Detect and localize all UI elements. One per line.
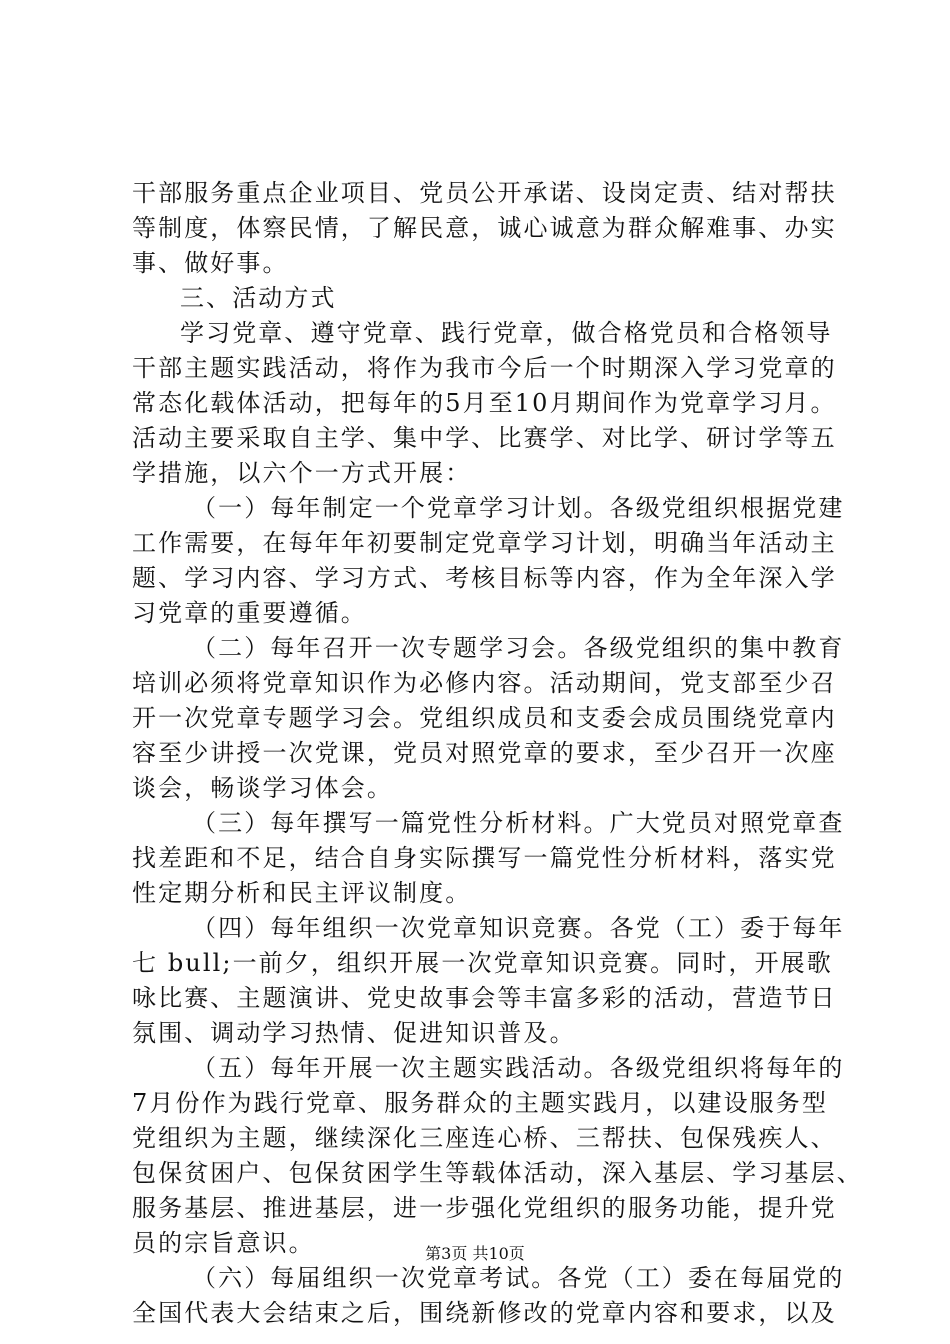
text-line: （五）每年开展一次主题实践活动。各级党组织将每年的 <box>192 1054 845 1082</box>
text-line: （四）每年组织一次党章知识竞赛。各党（工）委于每年 <box>192 914 845 942</box>
text-line: 员的宗旨意识。 <box>132 1229 315 1257</box>
text-line: 活动主要采取自主学、集中学、比赛学、对比学、研讨学等五 <box>132 424 837 452</box>
section-heading: 三、活动方式 <box>180 284 337 312</box>
text-line: 干部服务重点企业项目、党员公开承诺、设岗定责、结对帮扶 <box>132 179 837 207</box>
text-line: 培训必须将党章知识作为必修内容。活动期间，党支部至少召 <box>132 669 837 697</box>
text-line: 党组织为主题，继续深化三座连心桥、三帮扶、包保残疾人、 <box>132 1124 837 1152</box>
text-line: 学习党章、遵守党章、践行党章，做合格党员和合格领导 <box>180 319 833 347</box>
page-footer: 第3页 共10页 <box>425 1244 525 1263</box>
text-line: 学措施，以六个一方式开展： <box>132 459 472 487</box>
text-line: 等制度，体察民情，了解民意，诚心诚意为群众解难事、办实 <box>132 214 837 242</box>
text-line: 找差距和不足，结合自身实际撰写一篇党性分析材料，落实党 <box>132 844 837 872</box>
text-line: 包保贫困户、包保贫困学生等载体活动，深入基层、学习基层、 <box>132 1159 863 1187</box>
text-line: 习党章的重要遵循。 <box>132 599 367 627</box>
text-line: 谈会，畅谈学习体会。 <box>132 774 393 802</box>
text-line: 工作需要，在每年年初要制定党章学习计划，明确当年活动主 <box>132 529 837 557</box>
text-line: 题、学习内容、学习方式、考核目标等内容，作为全年深入学 <box>132 564 837 592</box>
text-line: （六）每届组织一次党章考试。各党（工）委在每届党的 <box>192 1264 845 1292</box>
text-line: 全国代表大会结束之后，围绕新修改的党章内容和要求，以及 <box>132 1299 837 1327</box>
text-line: 七 bull;一前夕，组织开展一次党章知识竞赛。同时，开展歌 <box>132 949 833 977</box>
text-line: 常态化载体活动，把每年的5月至10月期间作为党章学习月。 <box>132 389 837 417</box>
text-line: （三）每年撰写一篇党性分析材料。广大党员对照党章查 <box>192 809 845 837</box>
text-line: 干部主题实践活动，将作为我市今后一个时期深入学习党章的 <box>132 354 837 382</box>
text-line: 7月份作为践行党章、服务群众的主题实践月，以建设服务型 <box>132 1089 828 1117</box>
text-line: 咏比赛、主题演讲、党史故事会等丰富多彩的活动，营造节日 <box>132 984 837 1012</box>
text-line: （一）每年制定一个党章学习计划。各级党组织根据党建 <box>192 494 845 522</box>
document-body <box>132 176 863 1331</box>
text-line: （二）每年召开一次专题学习会。各级党组织的集中教育 <box>192 634 845 662</box>
text-line: 氛围、调动学习热情、促进知识普及。 <box>132 1019 576 1047</box>
text-line: 性定期分析和民主评议制度。 <box>132 879 472 907</box>
text-line: 服务基层、推进基层，进一步强化党组织的服务功能，提升党 <box>132 1194 837 1222</box>
text-line: 容至少讲授一次党课，党员对照党章的要求，至少召开一次座 <box>132 739 837 767</box>
text-line: 事、做好事。 <box>132 249 289 277</box>
text-line: 开一次党章专题学习会。党组织成员和支委会成员围绕党章内 <box>132 704 837 732</box>
